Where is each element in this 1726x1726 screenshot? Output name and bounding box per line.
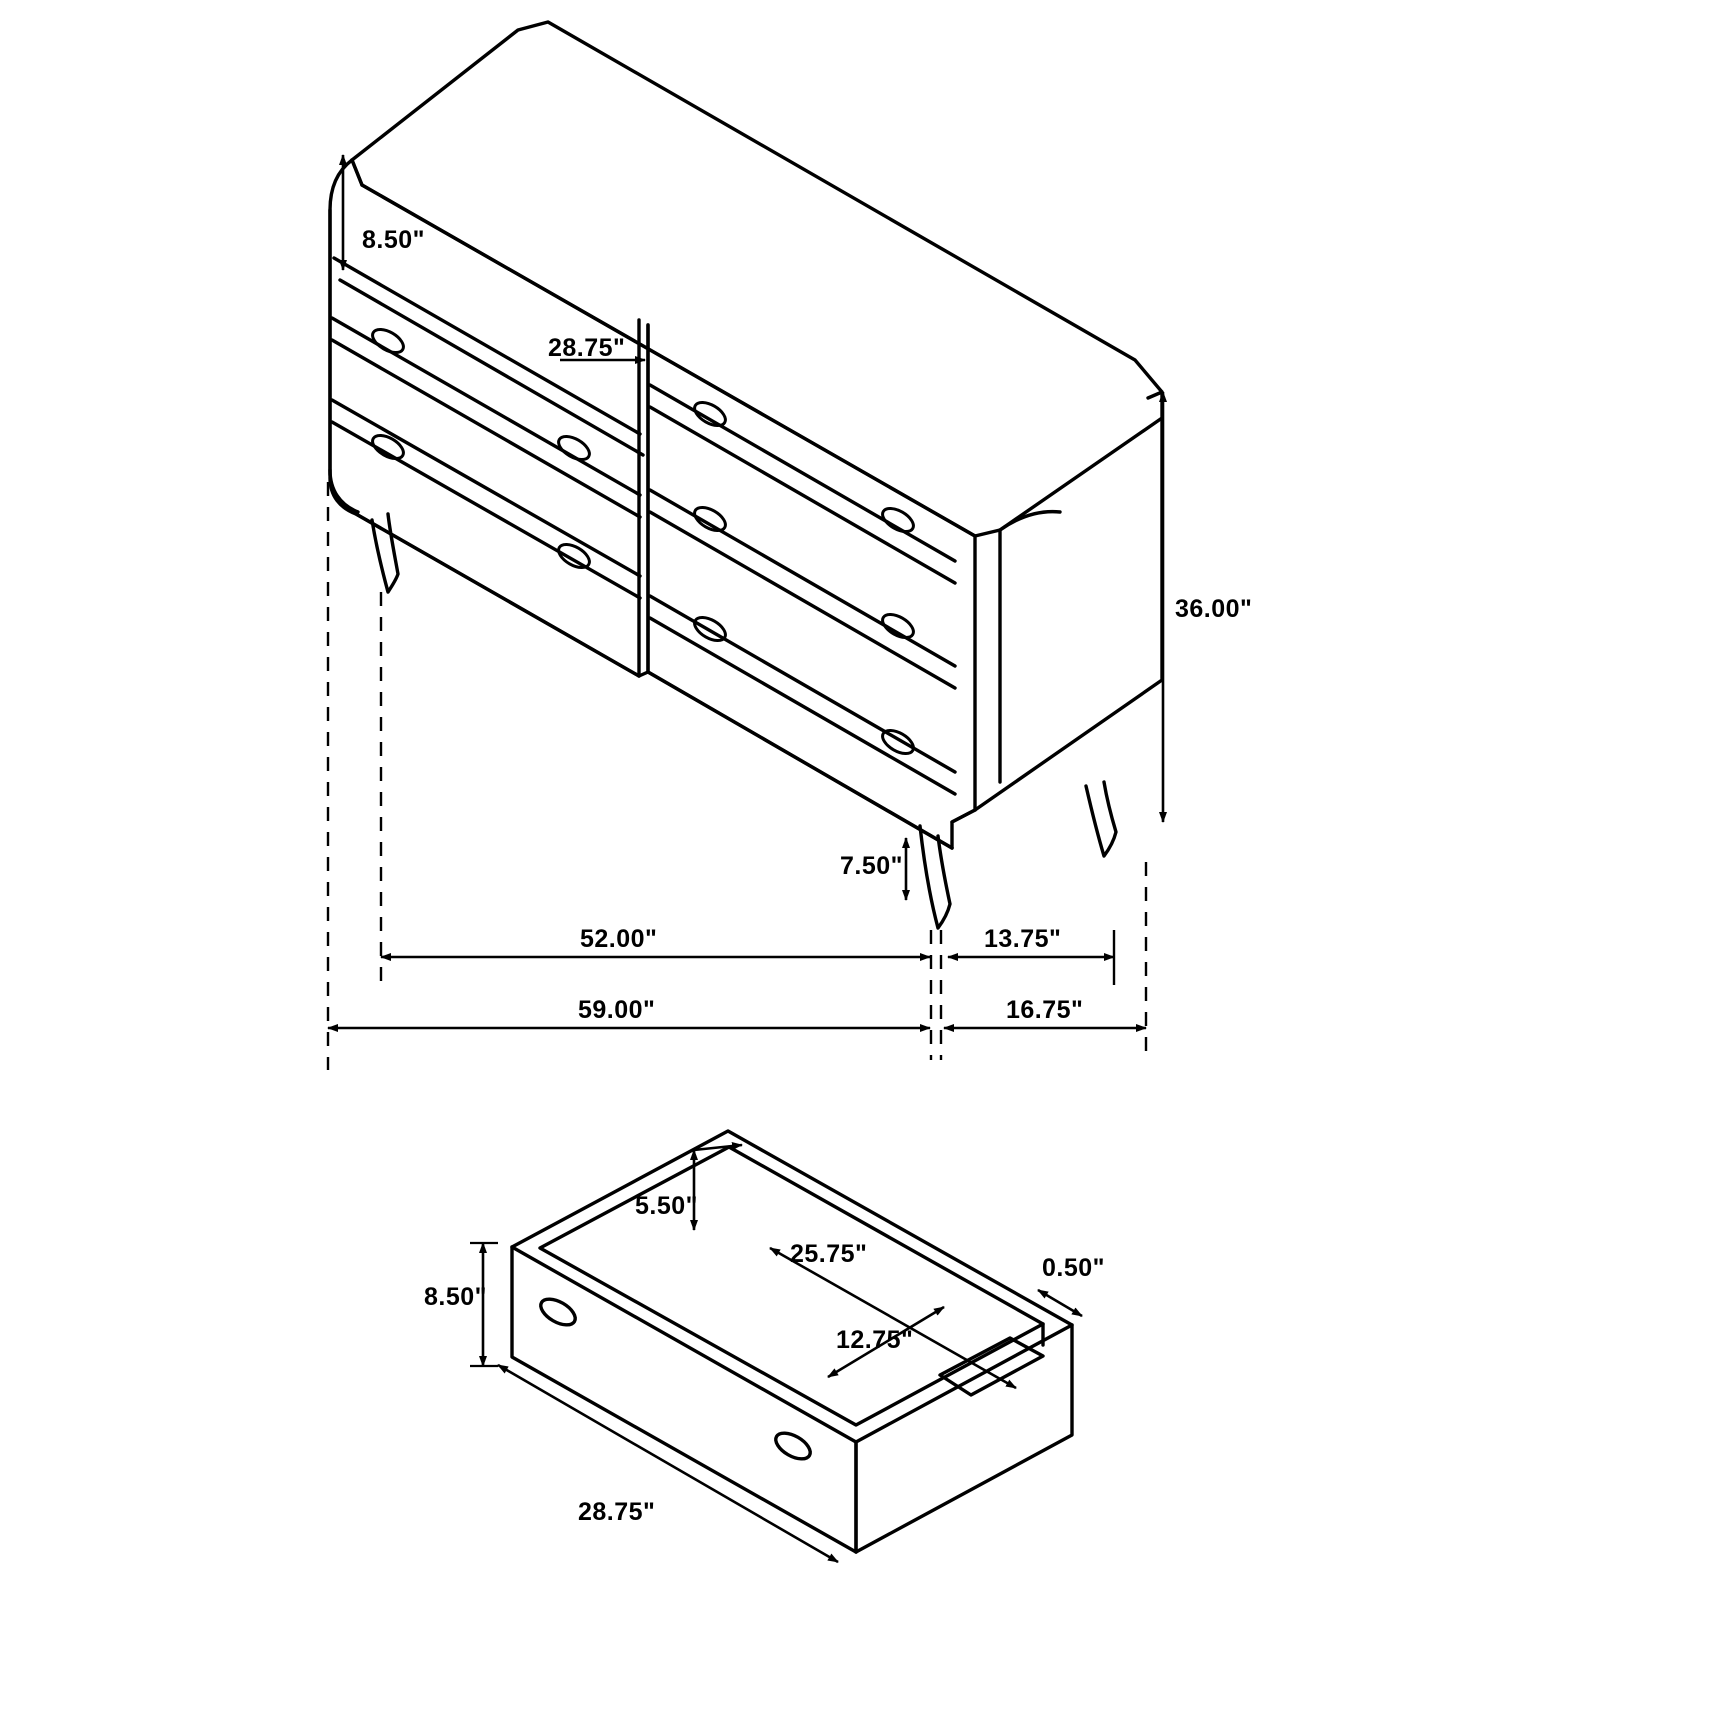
dimension-label-leg-height: 7.50" xyxy=(840,852,904,880)
dimension-label-top-drawer-height: 8.50" xyxy=(362,226,426,254)
dimension-label-detail-front-length: 28.75" xyxy=(578,1498,656,1526)
dimension-label-overall-width: 59.00" xyxy=(578,996,656,1024)
dimension-label-detail-interior-width: 25.75" xyxy=(790,1240,868,1268)
dimension-label-detail-thickness: 0.50" xyxy=(1042,1254,1106,1282)
dimension-label-detail-interior-side: 12.75" xyxy=(836,1326,914,1354)
dimension-label-detail-side-height: 8.50" xyxy=(424,1283,488,1311)
dimension-label-overall-height: 36.00" xyxy=(1175,595,1253,623)
dresser-leg xyxy=(372,514,1116,928)
dresser-body xyxy=(330,22,1162,928)
dimension-label-drawer-front-width: 28.75" xyxy=(548,334,626,362)
dimension-label-detail-interior-depth: 5.50" xyxy=(635,1192,699,1220)
dimension-label-case-depth: 13.75" xyxy=(984,925,1062,953)
drawer-pull xyxy=(369,325,917,759)
dimension-label-overall-depth: 16.75" xyxy=(1006,996,1084,1024)
drawer-detail xyxy=(512,1131,1072,1552)
dimension-label-case-width: 52.00" xyxy=(580,925,658,953)
